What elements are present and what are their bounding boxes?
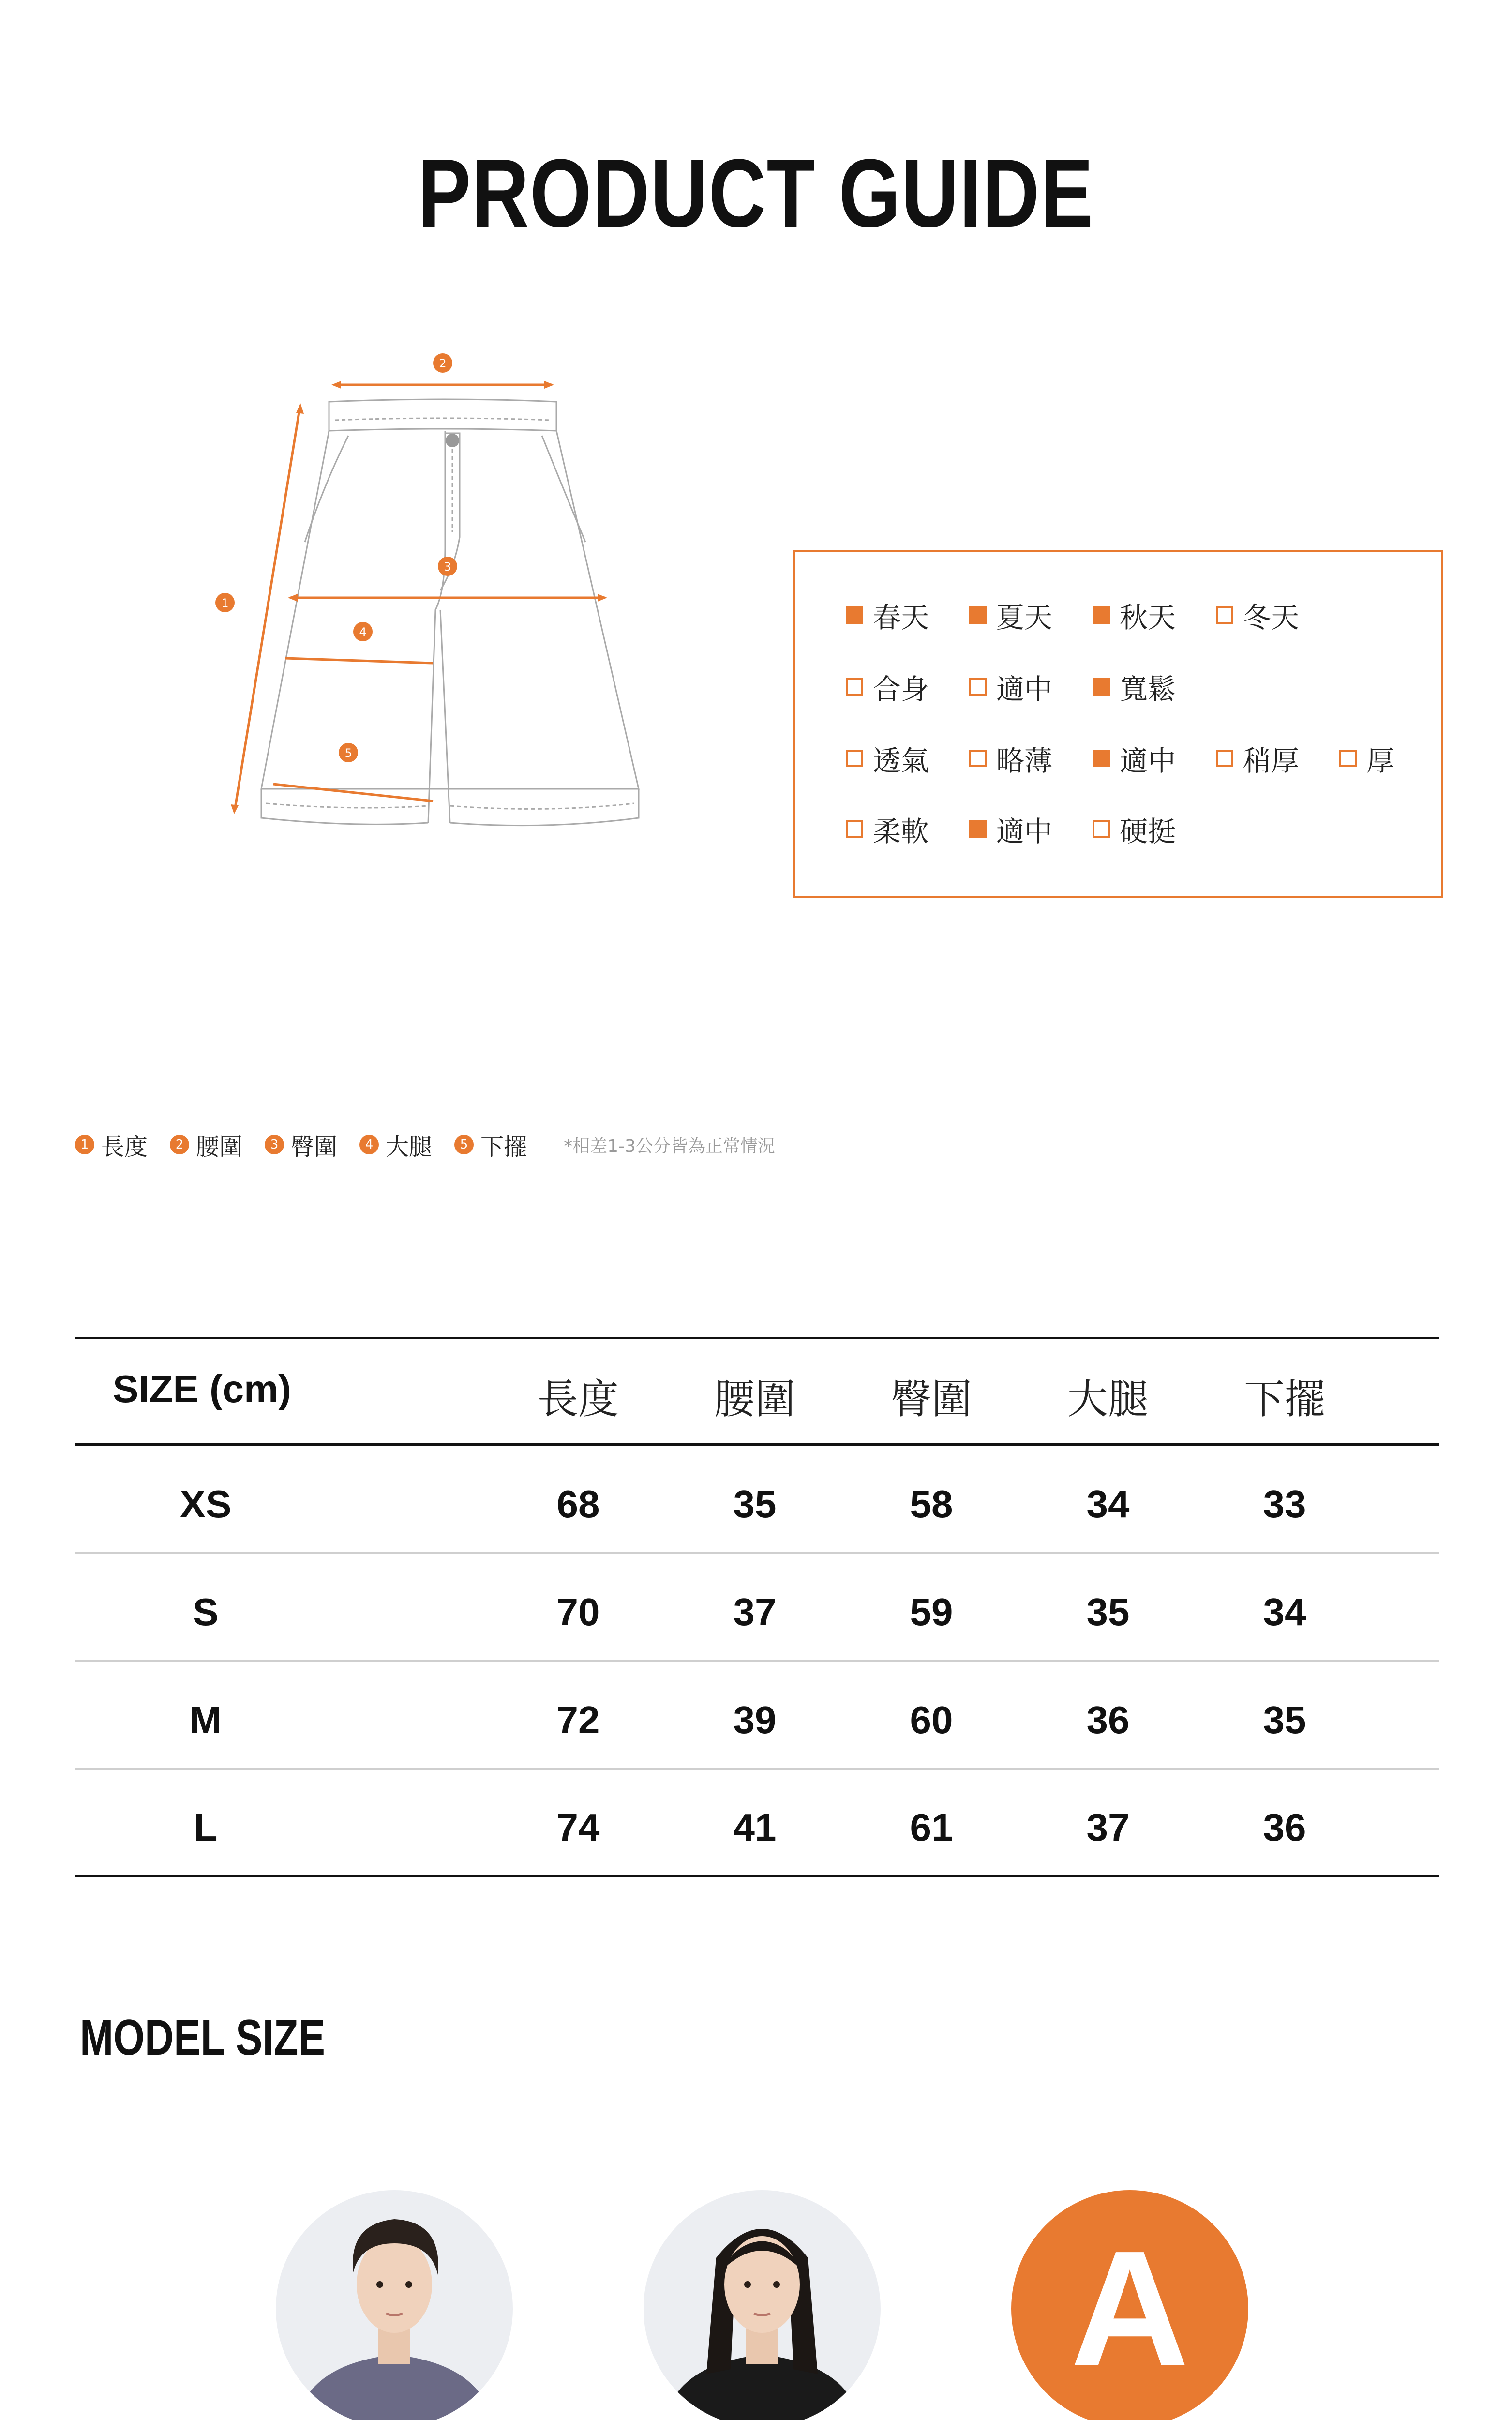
feature-label: 夏天 bbox=[996, 601, 1053, 634]
checked-square-icon bbox=[1093, 678, 1110, 696]
model-avatar bbox=[1011, 2190, 1248, 2420]
model-avatar bbox=[276, 2190, 513, 2420]
legend-number-badge: 4 bbox=[359, 1135, 379, 1154]
feature-label: 柔軟 bbox=[873, 815, 929, 848]
legend-number-badge: 1 bbox=[75, 1135, 94, 1154]
legend-number-badge: 3 bbox=[265, 1135, 284, 1154]
table-cell: 34 bbox=[1086, 1482, 1130, 1526]
avatar-letter: A bbox=[1070, 2217, 1189, 2401]
legend-item bbox=[170, 1128, 242, 1162]
legend-number-badge: 5 bbox=[454, 1135, 474, 1154]
table-cell: M bbox=[189, 1698, 222, 1741]
feature-label: 寬鬆 bbox=[1120, 673, 1176, 706]
table-cell: 59 bbox=[910, 1590, 953, 1634]
table-cell: 35 bbox=[1263, 1698, 1306, 1741]
table-cell: 36 bbox=[1086, 1698, 1130, 1741]
feature-label: 秋天 bbox=[1120, 601, 1176, 634]
table-cell: 37 bbox=[1086, 1806, 1130, 1849]
feature-label: 略薄 bbox=[996, 744, 1053, 777]
table-cell: S bbox=[193, 1590, 219, 1634]
table-cell: 37 bbox=[733, 1590, 777, 1634]
legend-item bbox=[359, 1128, 432, 1162]
legend-item bbox=[454, 1128, 527, 1162]
feature-item bbox=[1339, 738, 1394, 779]
table-header-cell: 臀圍 bbox=[890, 1376, 972, 1423]
table-divider bbox=[75, 1337, 1439, 1339]
table-header-cell: 腰圍 bbox=[714, 1376, 795, 1423]
table-divider bbox=[75, 1768, 1439, 1770]
table-cell: 35 bbox=[1086, 1590, 1130, 1634]
feature-label: 稍厚 bbox=[1243, 744, 1300, 777]
model-avatar bbox=[644, 2190, 881, 2420]
table-cell: 60 bbox=[910, 1698, 953, 1741]
checked-square-icon bbox=[1093, 750, 1110, 767]
table-divider bbox=[75, 1552, 1439, 1554]
feature-label: 透氣 bbox=[873, 744, 929, 777]
table-cell: 39 bbox=[733, 1698, 777, 1741]
shorts-measurement-diagram-icon bbox=[208, 339, 644, 852]
table-cell: XS bbox=[180, 1482, 232, 1526]
table-header-cell: 大腿 bbox=[1067, 1376, 1149, 1423]
feature-item bbox=[969, 809, 1052, 849]
svg-text:5: 5 bbox=[344, 746, 352, 760]
feature-item bbox=[1093, 595, 1176, 635]
legend-label: 腰圍 bbox=[196, 1133, 243, 1161]
table-cell: 61 bbox=[910, 1806, 953, 1849]
unchecked-square-icon bbox=[846, 750, 863, 767]
legend-label: 下擺 bbox=[480, 1133, 527, 1161]
feature-label: 冬天 bbox=[1243, 601, 1300, 634]
feature-item bbox=[1093, 809, 1176, 849]
feature-item bbox=[969, 738, 1052, 779]
table-cell: 34 bbox=[1263, 1590, 1306, 1634]
table-cell: L bbox=[194, 1806, 218, 1849]
model-size-title: MODEL SIZE bbox=[80, 2010, 325, 2066]
feature-item bbox=[969, 666, 1052, 707]
feature-item bbox=[1093, 666, 1176, 707]
legend-item bbox=[265, 1128, 337, 1162]
unchecked-square-icon bbox=[846, 820, 863, 838]
svg-text:2: 2 bbox=[439, 357, 447, 370]
feature-label: 適中 bbox=[1120, 744, 1176, 777]
table-divider bbox=[75, 1443, 1439, 1446]
feature-item bbox=[846, 595, 929, 635]
unchecked-square-icon bbox=[846, 678, 863, 696]
table-cell: 41 bbox=[733, 1806, 777, 1849]
unchecked-square-icon bbox=[1216, 606, 1233, 624]
legend-label: 臀圍 bbox=[291, 1133, 338, 1161]
table-cell: 35 bbox=[733, 1482, 777, 1526]
feature-label: 適中 bbox=[996, 673, 1053, 706]
model-photo-icon bbox=[644, 2190, 881, 2420]
svg-text:4: 4 bbox=[359, 625, 367, 639]
table-cell: 58 bbox=[910, 1482, 953, 1526]
checked-square-icon bbox=[969, 820, 987, 838]
svg-text:1: 1 bbox=[221, 596, 229, 610]
feature-item bbox=[1216, 738, 1299, 779]
feature-label: 厚 bbox=[1366, 744, 1395, 777]
table-cell: 74 bbox=[556, 1806, 600, 1849]
legend-label: 長度 bbox=[101, 1133, 148, 1161]
table-cell: 72 bbox=[556, 1698, 600, 1741]
table-header-cell: 下擺 bbox=[1243, 1376, 1325, 1423]
table-divider bbox=[75, 1875, 1439, 1877]
checked-square-icon bbox=[846, 606, 863, 624]
table-cell: 33 bbox=[1263, 1482, 1306, 1526]
feature-item bbox=[846, 738, 929, 779]
model-photo-icon bbox=[276, 2190, 513, 2420]
legend-item bbox=[75, 1128, 148, 1162]
legend-label: 大腿 bbox=[386, 1133, 433, 1161]
feature-label: 合身 bbox=[873, 673, 929, 706]
table-divider bbox=[75, 1660, 1439, 1662]
checked-square-icon bbox=[969, 606, 987, 624]
fabric-features-box bbox=[793, 550, 1443, 898]
unchecked-square-icon bbox=[1339, 750, 1357, 767]
feature-item bbox=[846, 809, 929, 849]
table-cell: 70 bbox=[556, 1590, 600, 1634]
tolerance-note: *相差1-3公分皆為正常情況 bbox=[564, 1136, 775, 1156]
legend-number-badge: 2 bbox=[170, 1135, 189, 1154]
unchecked-square-icon bbox=[1216, 750, 1233, 767]
feature-item bbox=[846, 666, 929, 707]
feature-label: 適中 bbox=[996, 815, 1053, 848]
feature-label: 硬挺 bbox=[1120, 815, 1176, 848]
table-header-cell: 長度 bbox=[537, 1376, 619, 1423]
table-cell: 68 bbox=[556, 1482, 600, 1526]
unchecked-square-icon bbox=[969, 750, 987, 767]
page-title: PRODUCT GUIDE bbox=[418, 139, 1094, 247]
table-header-cell: SIZE (cm) bbox=[113, 1367, 291, 1410]
table-cell: 36 bbox=[1263, 1806, 1306, 1849]
unchecked-square-icon bbox=[1093, 820, 1110, 838]
feature-item bbox=[969, 595, 1052, 635]
measurement-legend bbox=[75, 1130, 775, 1159]
checked-square-icon bbox=[1093, 606, 1110, 624]
feature-label: 春天 bbox=[873, 601, 929, 634]
feature-item bbox=[1093, 738, 1176, 779]
svg-text:3: 3 bbox=[444, 560, 451, 574]
unchecked-square-icon bbox=[969, 678, 987, 696]
feature-item bbox=[1216, 595, 1299, 635]
